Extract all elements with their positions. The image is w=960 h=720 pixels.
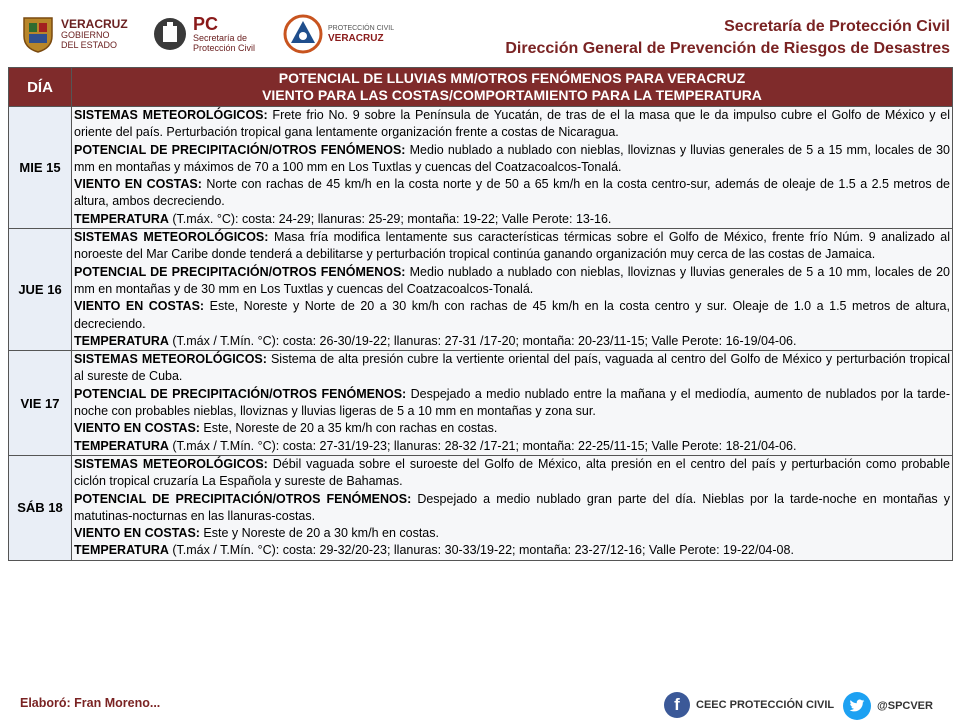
temperature-paragraph [74, 438, 950, 455]
direccion-title: Dirección General de Prevención de Riesgos de Desastres [505, 40, 950, 57]
precipitation-paragraph [74, 386, 950, 421]
pc-logo-title: PC [193, 14, 219, 34]
systems-label: SISTEMAS METEOROLÓGICOS: [74, 230, 269, 245]
precipitation-paragraph [74, 264, 950, 299]
twitter-link[interactable] [843, 692, 933, 720]
precipitation-paragraph [74, 491, 950, 526]
veracruz-logo [20, 14, 128, 54]
precipitation-label: POTENCIAL DE PRECIPITACIÓN/OTROS FENÓMENOS: [74, 142, 406, 157]
forecast-cell [72, 229, 953, 351]
facebook-label: CEEC PROTECCIÓN CIVIL [696, 699, 835, 711]
author-credit: Elaboró: Fran Moreno... [20, 696, 161, 710]
forecast-cell [72, 107, 953, 229]
wind-label: VIENTO EN COSTAS: [74, 526, 200, 541]
wind-paragraph [74, 298, 950, 333]
precipitation-text: Medio nublado a nublado con nieblas, lloviznas y lluvias generales de 5 a 10 mm, locales de 20 mm en montañas y de 30 mm en Los Tuxtlas y cuencas del Coatzacoalcos-Tonalá. [74, 264, 950, 296]
systems-label: SISTEMAS METEOROLÓGICOS: [74, 456, 268, 471]
veracruz-logo-line2: GOBIERNO [61, 29, 110, 40]
facebook-icon: f [664, 692, 690, 718]
systems-text: Débil vaguada sobre el suroeste del Golfo de México, alta presión en el centro del país y perturbación como probable ciclón tropical cruzaría La Española y sureste de Bahamas. [74, 456, 950, 489]
wind-text: Este y Noreste de 20 a 30 km/h en costas. [199, 526, 439, 541]
table-header-row [9, 68, 953, 107]
systems-paragraph [74, 107, 950, 142]
precipitation-label: POTENCIAL DE PRECIPITACIÓN/OTROS FENÓMENOS: [74, 264, 406, 279]
systems-text: Frete frio No. 9 sobre la Península de Yucatán, de tras de el la masa que le da impulso cubre el Golfo de México y el oriente del país. Perturbación tropical gana lentamente organización frente a costas de Nicaragua. [74, 108, 950, 140]
wind-label: VIENTO EN COSTAS: [74, 421, 200, 436]
wind-text: Este, Noreste y Norte de 20 a 30 km/h con rachas de 45 km/h en la costa centro y sur. Oleaje de 1.0 a 1.5 metros de altura, decreciendo. [74, 299, 950, 331]
temperature-paragraph [74, 542, 950, 559]
pc-veracruz-logo [283, 14, 394, 54]
day-cell: VIE 17 [9, 351, 72, 456]
systems-text: Sistema de alta presión cubre la vertiente oriental del país, vaguada al centro del Golfo de México y perturbación tropical al sureste de Cuba. [74, 352, 951, 384]
twitter-label: @SPCVER [877, 700, 933, 712]
forecast-column-header [72, 68, 953, 107]
pcv-logo-line2: VERACRUZ [328, 32, 384, 44]
temperature-text: (T.máx / T.Mín. °C): costa: 26-30/19-22; llanuras: 27-31 /17-20; montaña: 20-23/11-15; Valle Perote: 16-19/04-06. [168, 333, 797, 348]
temperature-text: (T.máx / T.Mín. °C): costa: 27-31/19-23; llanuras: 28-32 /17-21; montaña: 22-25/11-15; Valle Perote: 18-21/04-06. [168, 438, 797, 453]
veracruz-logo-line3: DEL ESTADO [61, 39, 118, 50]
twitter-icon [843, 692, 871, 720]
systems-label: SISTEMAS METEOROLÓGICOS: [74, 352, 267, 367]
pc-emblem-icon [152, 14, 188, 54]
table-row [9, 107, 953, 229]
pc-logo-line1: Secretaría de [193, 33, 248, 43]
wind-text: Norte con rachas de 45 km/h en la costa norte y de 50 a 65 km/h en la costa centro-sur, además de oleaje de 1.5 a 2.5 metros de altura, ambos decreciendo. [74, 177, 950, 209]
temperature-paragraph [74, 333, 950, 350]
systems-label: SISTEMAS METEOROLÓGICOS: [74, 108, 268, 122]
page-header [0, 0, 960, 66]
temperature-label: TEMPERATURA [74, 211, 169, 226]
day-cell: MIE 15 [9, 107, 72, 229]
temperature-text: (T.máx / T.Mín. °C): costa: 29-32/20-23; llanuras: 30-33/19-22; montaña: 23-27/12-16; Valle Perote: 19-22/04-08. [168, 543, 794, 558]
day-cell: SÁB 18 [9, 455, 72, 560]
temperature-label: TEMPERATURA [74, 438, 169, 453]
day-cell: JUE 16 [9, 229, 72, 351]
wind-paragraph [74, 176, 950, 211]
precipitation-text: Despejado a medio nublado entre la mañana y el mediodía, aumento de nublados por la tarde-noche con probables nieblas, lloviznas y lluvias ligeras de 5 a 10 mm en montañas y zona sur. [74, 386, 951, 419]
systems-paragraph [74, 456, 950, 491]
precipitation-paragraph [74, 142, 950, 177]
temperature-paragraph [74, 211, 950, 228]
precipitation-label: POTENCIAL DE PRECIPITACIÓN/OTROS FENÓMENOS: [74, 386, 407, 401]
temperature-label: TEMPERATURA [74, 333, 169, 348]
wind-paragraph [74, 420, 950, 437]
temperature-label: TEMPERATURA [74, 543, 169, 558]
pc-logo-line2: Protección Civil [193, 43, 256, 53]
veracruz-logo-line1: VERACRUZ [61, 16, 128, 31]
header-titles [505, 16, 950, 60]
table-row [9, 351, 953, 456]
systems-paragraph [74, 351, 950, 386]
civil-protection-triangle-icon [283, 14, 323, 54]
wind-label: VIENTO EN COSTAS: [74, 177, 202, 192]
secretaria-title: Secretaría de Protección Civil [724, 18, 950, 35]
forecast-cell [72, 351, 953, 456]
veracruz-shield-icon [20, 14, 56, 54]
precipitation-label: POTENCIAL DE PRECIPITACIÓN/OTROS FENÓMENOS: [74, 491, 412, 506]
systems-paragraph [74, 229, 950, 264]
day-column-header: DÍA [9, 68, 72, 107]
facebook-link[interactable] [664, 692, 834, 718]
forecast-title-line2: VIENTO PARA LAS COSTAS/COMPORTAMIENTO PARA LA TEMPERATURA [262, 87, 762, 103]
systems-text: Masa fría modifica lentamente sus características térmicas sobre el Golfo de México, frente frío Núm. 9 analizado al noroeste del Mar Caribe donde tenderá a debilitarse y perturbación tropical continúa ganando organización muy cerca de las costas de Jamaica. [74, 230, 950, 262]
pc-logo [152, 14, 255, 54]
temperature-text: (T.máx. °C): costa: 24-29; llanuras: 25-29; montaña: 19-22; Valle Perote: 13-16. [168, 211, 612, 226]
precipitation-text: Despejado a medio nublado gran parte del día. Nieblas por la tarde-noche en montañas y matutinas-nocturnas en las llanuras-costas. [74, 491, 950, 523]
wind-label: VIENTO EN COSTAS: [74, 299, 205, 314]
wind-text: Este, Noreste de 20 a 35 km/h con rachas en costas. [199, 421, 498, 436]
table-row [9, 455, 953, 560]
pcv-logo-line1: PROTECCIÓN CIVIL [328, 24, 395, 32]
table-row [9, 229, 953, 351]
forecast-table [8, 67, 953, 561]
forecast-title-line1: POTENCIAL DE LLUVIAS MM/OTROS FENÓMENOS PARA VERACRUZ [278, 70, 746, 86]
precipitation-text: Medio nublado a nublado con nieblas, lloviznas y lluvias generales de 5 a 15 mm, locales de 30 mm en montañas y máximos de 70 a 100 mm en Los Tuxtlas y cuencas del Coatzacoalcos-Tonalá. [74, 142, 950, 174]
wind-paragraph [74, 525, 950, 542]
forecast-cell [72, 455, 953, 560]
